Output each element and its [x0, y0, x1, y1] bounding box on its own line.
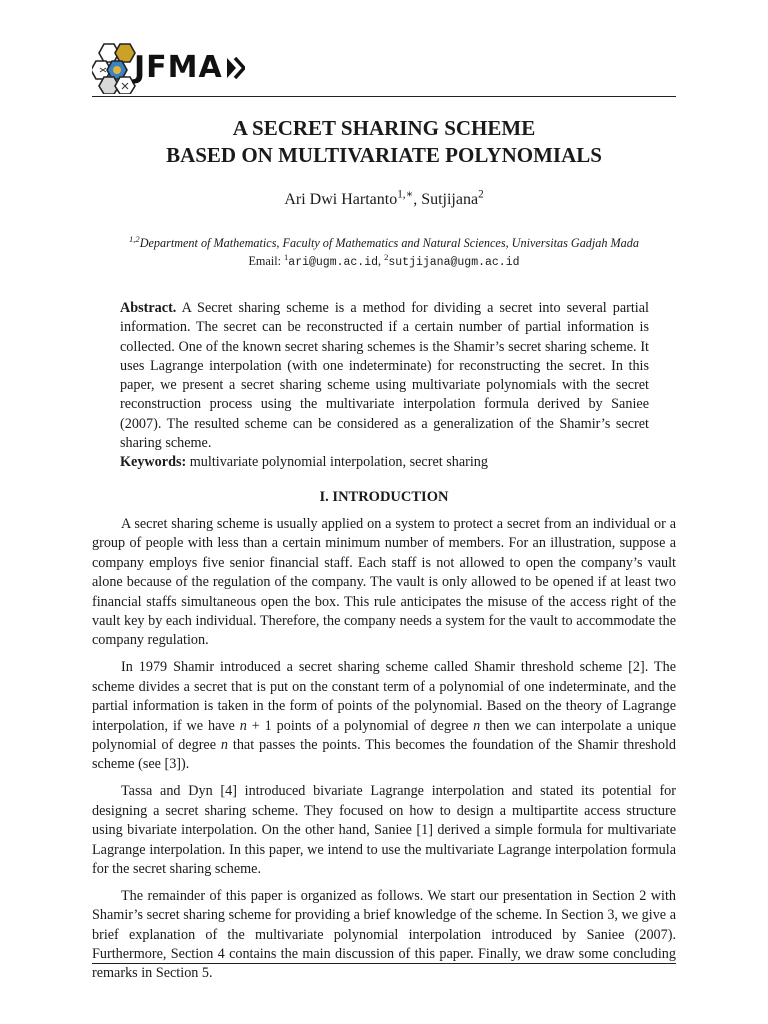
journal-logo-text: JFMA	[134, 48, 245, 88]
affiliation-mark: 1,2	[129, 233, 140, 244]
section-heading-introduction: I. INTRODUCTION	[319, 489, 449, 505]
abstract-label: Abstract.	[120, 300, 177, 316]
email-mark-1: 1	[284, 251, 289, 262]
author-list	[92, 188, 676, 209]
email-link-2[interactable]: sutjijana@ugm.ac.id	[388, 256, 520, 269]
keywords-label: Keywords:	[120, 454, 187, 471]
play-arrow-icon	[225, 57, 245, 79]
intro-paragraph-3: Tassa and Dyn [4] introduced bivariate Lagrange interpolation and stated its potential for designing a secret sharing scheme. They focused on how to design a multipartite access structure using bivariate interpolation. On the other hand, Saniee [1] derived a simple formula for multivariate Lagrange interpolation. In this paper, we intend to use the multivariate Lagrange interpolation formula for the secret sharing scheme.	[92, 783, 676, 877]
abstract-text: A Secret sharing scheme is a method for dividing a secret into several partial information. The secret can be reconstructed if a certain number of partial information is collected. One of the known secret sharing schemes is the Shamir’s secret sharing scheme. It uses Lagrange interpolation (with one indeterminate) for reconstructing the secret. In this paper, we present a secret sharing scheme using multivariate polynomials with the secret reconstruction process using the multivariate interpolation formula derived by Saniee (2007). The resulted scheme can be considered as a generalization of the Shamir’s secret sharing scheme.	[120, 300, 649, 452]
intro-paragraph-1: A secret sharing scheme is usually applied on a system to protect a secret from an individual or a group of people with less than a certain minimum number of members. For an illustration, suppose a company employs five senior financial staff. Each staff is not allowed to open the company’s vault alone because of the regulation of the company. The vault is only allowed to be opened if at least two financial staffs simultaneous open the box. This rule anticipates the misuse of the access right of the vault key by each individual. Therefore, the company needs a system for the vault to accommodate the company regulation.	[92, 516, 676, 649]
email-mark-2: 2	[384, 251, 389, 262]
intro-paragraph-4: The remainder of this paper is organized as follows. We start our presentation in Section 2 with Shamir’s secret sharing scheme for providing a brief knowledge of the scheme. In Section 3, we give a brief explanation of the multivariate polynomial interpolation introduced by Saniee (2007). Furthermore, Section 4 contains the main discussion of this paper. Finally, we draw some concluding remarks in Section 5.	[92, 887, 676, 982]
keywords-text: multivariate polynomial interpolation, secret sharing	[186, 454, 488, 471]
author-2: Sutjijana	[421, 191, 479, 208]
email-line	[92, 251, 676, 269]
paper-title-line-2: BASED ON MULTIVARIATE POLYNOMIALS	[166, 143, 602, 167]
hexagon-cluster-logo-icon	[92, 42, 138, 94]
paper-title-line-1: A SECRET SHARING SCHEME	[232, 116, 536, 140]
affiliation	[92, 233, 676, 251]
footer-rule	[92, 963, 676, 964]
email-separator: ,	[378, 254, 385, 268]
journal-logo	[92, 42, 262, 94]
author-1: Ari Dwi Hartanto	[284, 191, 398, 208]
intro-paragraph-2: In 1979 Shamir introduced a secret sharing scheme called Shamir threshold scheme [2]. The scheme divides a secret that is put on the constant term of a polynomial of one indeterminate, and the partial information is taken in the form of points of the polynomial. Based on the theory of Lagrange interpolation, if we have n + 1 points of a polynomial of degree n then we can interpolate a unique polynomial of degree n that passes the points. This becomes the foundation of the Shamir threshold scheme (see [3]).	[92, 659, 677, 773]
author-2-affiliation-mark: 2	[478, 188, 484, 201]
email-link-1[interactable]: ari@ugm.ac.id	[288, 256, 379, 269]
author-1-affiliation-mark: 1,∗	[397, 188, 414, 201]
introduction-body	[92, 515, 676, 991]
author-separator: ,	[413, 191, 422, 208]
abstract-block	[120, 299, 649, 473]
affiliation-text: Department of Mathematics, Faculty of Mathematics and Natural Sciences, Universitas Gadjah Mada	[139, 236, 639, 250]
abstract-paragraph	[120, 299, 649, 453]
keywords-paragraph	[120, 453, 649, 472]
header-rule	[92, 96, 676, 97]
email-label: Email:	[248, 254, 285, 268]
